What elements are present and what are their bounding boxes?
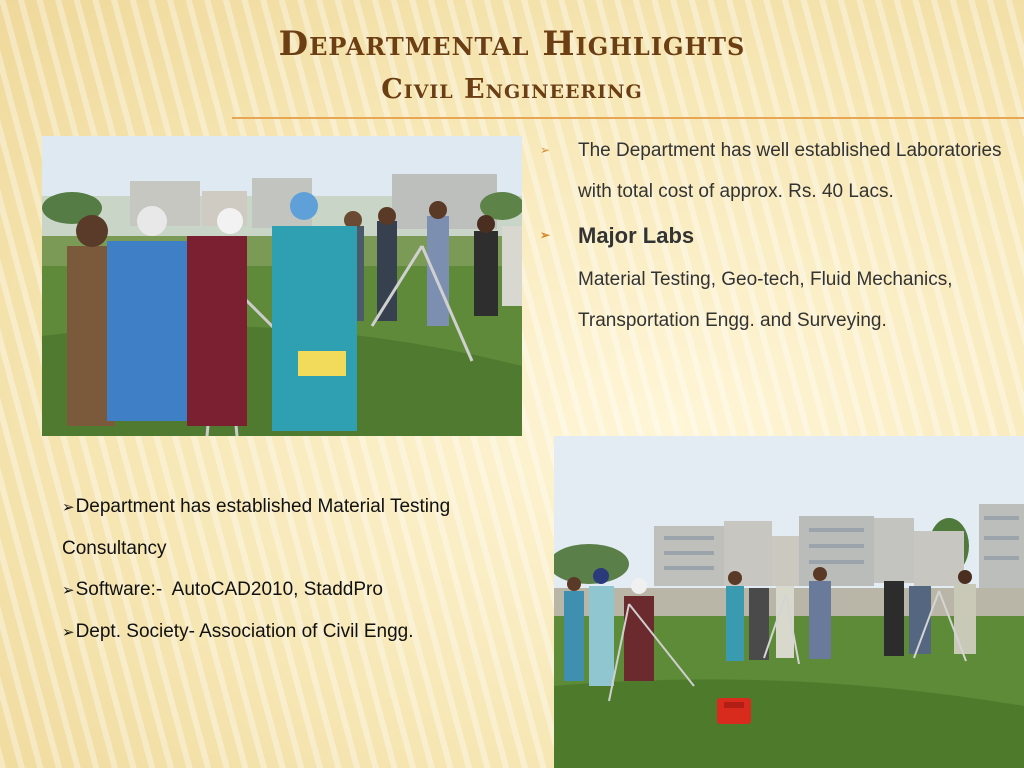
bullet-arrow-icon: ➢ <box>540 228 551 242</box>
bullet-arrow-icon: ➢ <box>62 582 75 599</box>
right-bullet-list <box>540 130 1010 341</box>
major-labs-heading: Major Labs <box>578 223 695 248</box>
surveying-field-practice-photo <box>554 436 1024 768</box>
bullet-consultancy <box>62 486 532 569</box>
major-labs-list: Material Testing, Geo-tech, Fluid Mechanics, Transportation Engg. and Surveying. <box>578 269 953 331</box>
bullet-society <box>62 611 532 653</box>
bullet-society-text: Dept. Society- Association of Civil Engg. <box>75 621 414 642</box>
left-bullet-list <box>62 486 532 653</box>
bullet-arrow-icon: ➢ <box>540 143 551 157</box>
bullet-software <box>62 569 532 611</box>
bullet-consultancy-text: Department has established Material Testing Consultancy <box>62 496 466 559</box>
bullet-software-text: Software:- AutoCAD2010, StaddPro <box>75 579 383 600</box>
bullet-lab-cost <box>540 130 1010 212</box>
title-divider <box>232 117 1024 119</box>
bullet-lab-cost-text: The Department has well established Laboratories with total cost of approx. Rs. 40 Lacs. <box>578 140 1002 202</box>
page-subtitle: Civil Engineering <box>381 74 643 105</box>
bullet-arrow-icon: ➢ <box>62 624 75 641</box>
bullet-arrow-icon: ➢ <box>62 499 75 516</box>
bullet-major-labs <box>540 215 1010 256</box>
students-surveying-photo <box>42 136 522 436</box>
page-title: Departmental Highlights <box>278 24 746 64</box>
